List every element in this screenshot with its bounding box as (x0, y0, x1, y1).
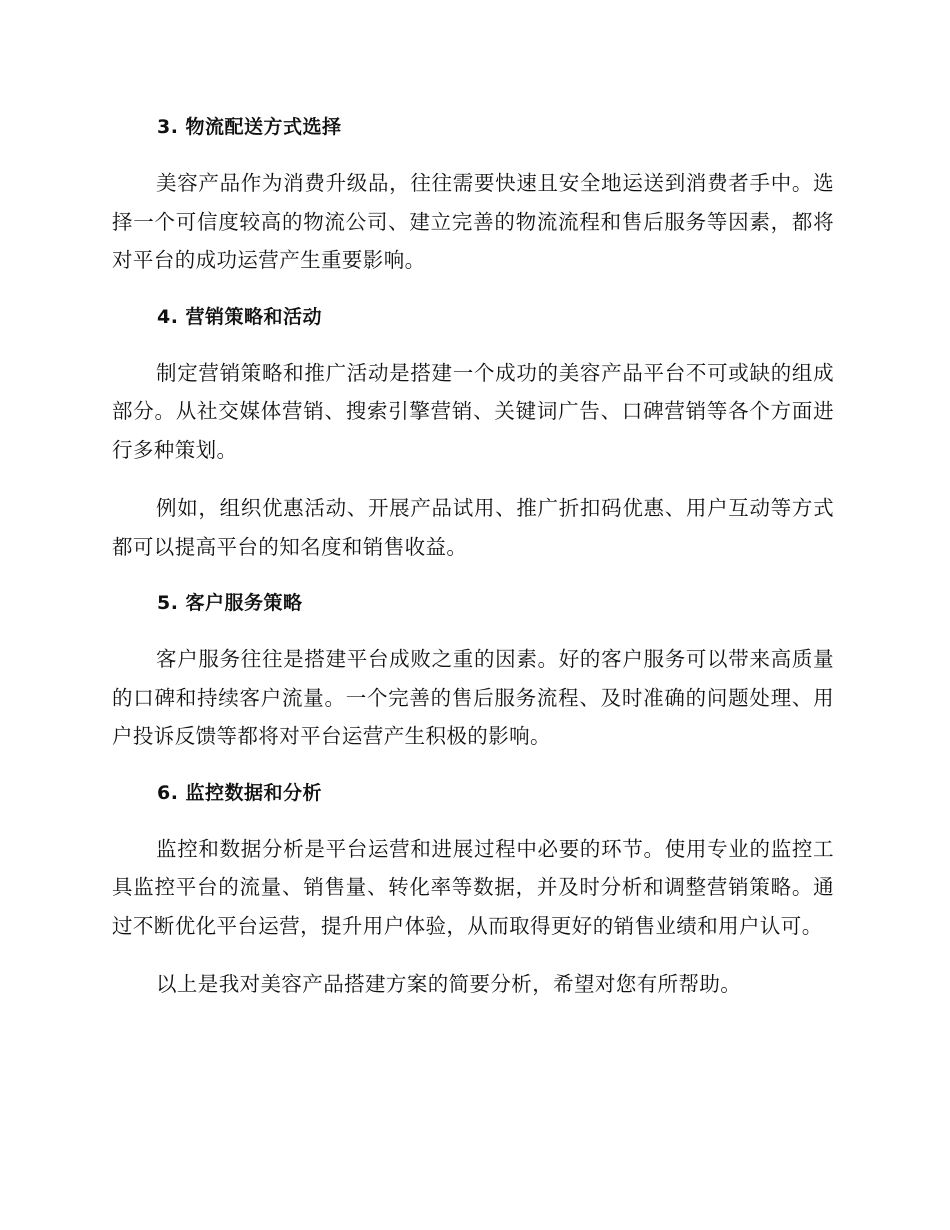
section-heading: 4. 营销策略和活动 (157, 305, 323, 328)
section-logistics (112, 110, 834, 280)
paragraph: 美容产品作为消费升级品，往往需要快速且安全地运送到消费者手中。选择一个可信度较高的物流公司、建立完善的物流流程和售后服务等因素，都将对平台的成功运营产生重要影响。 (112, 171, 834, 272)
document-body (112, 110, 834, 1024)
paragraph: 客户服务往往是搭建平台成败之重的因素。好的客户服务可以带来高质量的口碑和持续客户流量。一个完善的售后服务流程、及时准确的问题处理、用户投诉反馈等都将对平台运营产生积极的影响。 (112, 647, 834, 748)
section-data-analysis (112, 776, 834, 946)
paragraph: 制定营销策略和推广活动是搭建一个成功的美容产品平台不可或缺的组成部分。从社交媒体营销、搜索引擎营销、关键词广告、口碑营销等各个方面进行多种策划。 (112, 360, 834, 462)
section-heading: 3. 物流配送方式选择 (157, 116, 342, 138)
section-heading: 5. 客户服务策略 (157, 592, 303, 614)
section-customer-service (112, 586, 834, 756)
paragraph: 例如，组织优惠活动、开展产品试用、推广折扣码优惠、用户互动等方式都可以提高平台的知名度和销售收益。 (112, 496, 834, 559)
paragraph: 监控和数据分析是平台运营和进展过程中必要的环节。使用专业的监控工具监控平台的流量、销售量、转化率等数据，并及时分析和调整营销策略。通过不断优化平台运营，提升用户体验，从而取得更好的销售业绩和用户认可。 (112, 836, 834, 938)
closing-paragraph: 以上是我对美容产品搭建方案的简要分析，希望对您有所帮助。 (156, 972, 742, 996)
section-heading: 6. 监控数据和分析 (157, 781, 323, 804)
section-marketing (112, 300, 834, 567)
